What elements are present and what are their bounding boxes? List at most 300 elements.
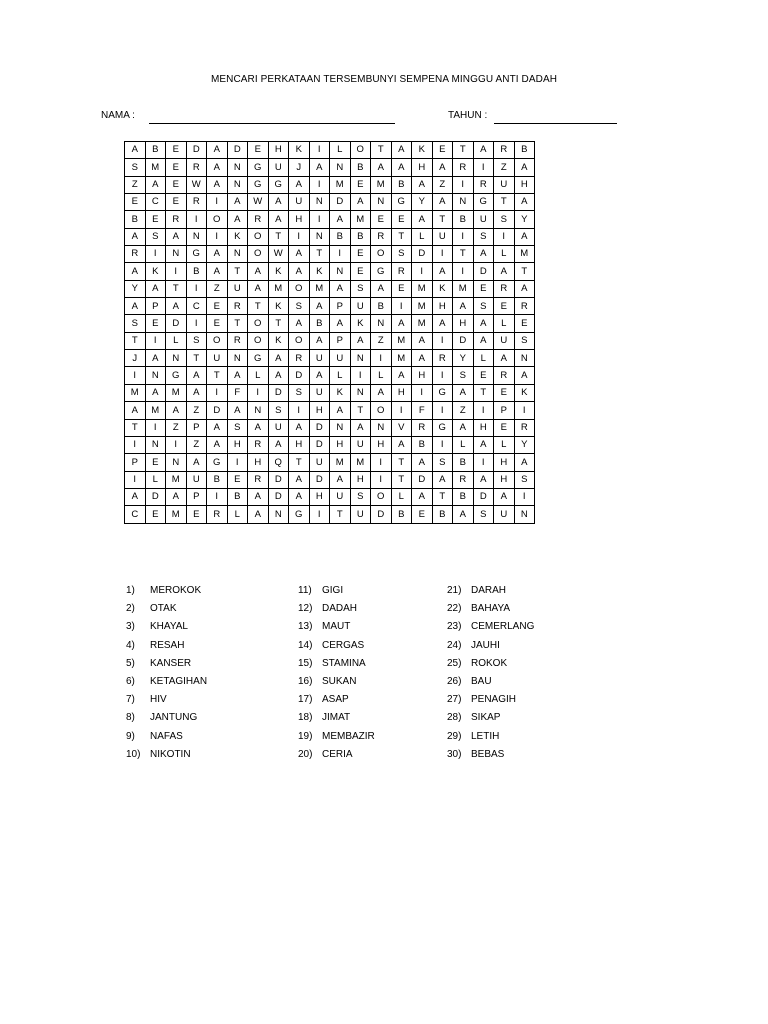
grid-cell: U: [350, 298, 371, 315]
grid-cell: K: [330, 384, 351, 401]
grid-row: [125, 228, 535, 245]
word-text: MEROKOK: [150, 585, 202, 596]
word-number: 16): [298, 675, 313, 687]
grid-cell: G: [248, 176, 269, 193]
grid-row: [125, 436, 535, 453]
grid-cell: A: [207, 176, 228, 193]
word-number: 21): [447, 585, 462, 596]
grid-cell: W: [186, 176, 207, 193]
grid-cell: L: [330, 142, 351, 159]
grid-cell: R: [227, 332, 248, 349]
grid-cell: A: [391, 315, 412, 332]
grid-cell: T: [227, 315, 248, 332]
grid-cell: B: [227, 488, 248, 505]
grid-cell: D: [309, 419, 330, 436]
grid-cell: I: [412, 263, 433, 280]
grid-cell: A: [268, 350, 289, 367]
grid-cell: R: [514, 298, 535, 315]
grid-cell: B: [412, 436, 433, 453]
grid-cell: K: [289, 142, 310, 159]
word-text: ROKOK: [471, 657, 508, 669]
grid-cell: R: [248, 211, 269, 228]
grid-cell: I: [514, 488, 535, 505]
grid-cell: P: [186, 488, 207, 505]
grid-cell: I: [494, 228, 515, 245]
grid-cell: K: [227, 228, 248, 245]
word-number: 29): [447, 730, 462, 742]
grid-cell: I: [166, 436, 187, 453]
word-number: 23): [447, 621, 462, 633]
grid-cell: I: [371, 454, 392, 471]
grid-cell: D: [309, 436, 330, 453]
grid-cell: D: [268, 488, 289, 505]
grid-cell: E: [371, 211, 392, 228]
grid-cell: H: [268, 142, 289, 159]
grid-cell: L: [412, 228, 433, 245]
grid-cell: M: [412, 280, 433, 297]
grid-cell: T: [391, 454, 412, 471]
grid-row: [125, 315, 535, 332]
grid-cell: I: [473, 402, 494, 419]
grid-row: [125, 471, 535, 488]
grid-cell: L: [391, 488, 412, 505]
grid-cell: S: [432, 454, 453, 471]
grid-cell: E: [248, 142, 269, 159]
grid-cell: I: [473, 454, 494, 471]
grid-cell: A: [412, 176, 433, 193]
grid-cell: U: [350, 506, 371, 523]
word-number: 25): [447, 657, 462, 669]
grid-cell: A: [289, 263, 310, 280]
grid-cell: A: [330, 471, 351, 488]
word-text: DARAH: [471, 585, 507, 596]
grid-cell: E: [207, 315, 228, 332]
grid-cell: A: [494, 350, 515, 367]
grid-cell: K: [412, 142, 433, 159]
grid-cell: A: [453, 506, 474, 523]
grid-cell: I: [145, 419, 166, 436]
grid-cell: H: [412, 159, 433, 176]
grid-cell: S: [453, 367, 474, 384]
grid-cell: M: [350, 211, 371, 228]
grid-cell: T: [350, 402, 371, 419]
grid-cell: A: [227, 211, 248, 228]
grid-cell: K: [145, 263, 166, 280]
grid-cell: T: [514, 263, 535, 280]
grid-cell: E: [207, 298, 228, 315]
grid-cell: Y: [453, 350, 474, 367]
grid-cell: D: [268, 384, 289, 401]
grid-cell: I: [514, 402, 535, 419]
word-number: 18): [298, 712, 313, 724]
grid-cell: A: [309, 367, 330, 384]
word-number: 26): [447, 675, 462, 687]
word-search-grid: [124, 141, 535, 524]
grid-cell: A: [227, 402, 248, 419]
grid-cell: T: [453, 246, 474, 263]
grid-cell: T: [289, 454, 310, 471]
grid-cell: N: [330, 419, 351, 436]
grid-cell: E: [494, 384, 515, 401]
grid-cell: D: [371, 506, 392, 523]
grid-cell: H: [371, 436, 392, 453]
grid-cell: K: [268, 332, 289, 349]
grid-cell: A: [432, 471, 453, 488]
grid-cell: S: [473, 506, 494, 523]
grid-cell: U: [309, 350, 330, 367]
grid-cell: A: [227, 194, 248, 211]
grid-cell: E: [166, 142, 187, 159]
grid-cell: M: [514, 246, 535, 263]
grid-cell: G: [248, 350, 269, 367]
grid-cell: M: [268, 280, 289, 297]
grid-cell: H: [330, 436, 351, 453]
grid-cell: A: [207, 436, 228, 453]
grid-cell: I: [453, 228, 474, 245]
word-number: 10): [126, 748, 141, 760]
grid-cell: M: [166, 471, 187, 488]
grid-cell: A: [453, 419, 474, 436]
grid-cell: N: [227, 176, 248, 193]
grid-row: [125, 402, 535, 419]
grid-cell: A: [207, 142, 228, 159]
grid-cell: I: [248, 384, 269, 401]
grid-cell: M: [330, 454, 351, 471]
grid-cell: B: [207, 471, 228, 488]
grid-cell: A: [514, 367, 535, 384]
grid-cell: I: [125, 367, 146, 384]
grid-cell: O: [207, 332, 228, 349]
grid-cell: A: [289, 176, 310, 193]
grid-cell: R: [248, 471, 269, 488]
word-number: 24): [447, 639, 462, 651]
grid-cell: O: [289, 332, 310, 349]
grid-cell: Q: [268, 454, 289, 471]
grid-cell: B: [391, 506, 412, 523]
grid-cell: P: [186, 419, 207, 436]
grid-cell: O: [248, 246, 269, 263]
grid-cell: N: [145, 436, 166, 453]
word-text: GIGI: [322, 585, 344, 596]
grid-cell: R: [166, 211, 187, 228]
word-number: 13): [298, 621, 313, 633]
grid-cell: A: [166, 228, 187, 245]
grid-cell: U: [289, 194, 310, 211]
grid-cell: D: [330, 194, 351, 211]
grid-cell: N: [248, 402, 269, 419]
grid-cell: A: [309, 159, 330, 176]
word-text: KANSER: [150, 657, 192, 669]
grid-cell: T: [371, 142, 392, 159]
grid-cell: I: [125, 471, 146, 488]
grid-cell: H: [494, 471, 515, 488]
grid-cell: H: [453, 315, 474, 332]
grid-row: [125, 176, 535, 193]
grid-cell: I: [207, 384, 228, 401]
grid-cell: S: [125, 159, 146, 176]
grid-cell: R: [248, 436, 269, 453]
grid-cell: A: [309, 298, 330, 315]
grid-cell: E: [391, 280, 412, 297]
grid-cell: I: [186, 211, 207, 228]
grid-cell: L: [166, 332, 187, 349]
grid-cell: O: [350, 142, 371, 159]
grid-cell: U: [227, 280, 248, 297]
grid-cell: N: [166, 350, 187, 367]
grid-cell: N: [514, 506, 535, 523]
grid-cell: R: [227, 298, 248, 315]
year-label: TAHUN :: [448, 110, 488, 121]
grid-cell: B: [514, 142, 535, 159]
word-number: 19): [298, 730, 313, 742]
grid-cell: U: [350, 436, 371, 453]
grid-cell: T: [268, 315, 289, 332]
grid-cell: N: [166, 246, 187, 263]
grid-cell: A: [453, 298, 474, 315]
grid-cell: A: [186, 454, 207, 471]
grid-row: [125, 246, 535, 263]
grid-cell: A: [268, 194, 289, 211]
name-label: NAMA :: [101, 110, 135, 121]
grid-cell: E: [514, 315, 535, 332]
grid-cell: I: [227, 454, 248, 471]
grid-cell: A: [248, 280, 269, 297]
grid-cell: G: [432, 384, 453, 401]
grid-cell: O: [371, 246, 392, 263]
grid-cell: I: [309, 142, 330, 159]
grid-cell: Z: [207, 280, 228, 297]
grid-cell: S: [289, 384, 310, 401]
grid-cell: S: [350, 488, 371, 505]
grid-cell: M: [412, 315, 433, 332]
grid-cell: M: [166, 506, 187, 523]
grid-cell: I: [145, 332, 166, 349]
grid-cell: M: [350, 454, 371, 471]
grid-cell: U: [494, 506, 515, 523]
grid-row: [125, 384, 535, 401]
grid-cell: A: [166, 298, 187, 315]
grid-cell: B: [432, 506, 453, 523]
grid-cell: U: [268, 419, 289, 436]
word-number: 2): [126, 603, 135, 615]
grid-cell: M: [330, 176, 351, 193]
word-number: 6): [126, 675, 135, 687]
grid-cell: E: [145, 315, 166, 332]
grid-cell: A: [125, 402, 146, 419]
grid-cell: A: [145, 280, 166, 297]
year-field[interactable]: [494, 123, 617, 124]
grid-cell: U: [309, 384, 330, 401]
grid-cell: D: [207, 402, 228, 419]
grid-cell: F: [227, 384, 248, 401]
grid-cell: I: [309, 211, 330, 228]
grid-cell: A: [330, 211, 351, 228]
grid-cell: Z: [453, 402, 474, 419]
grid-cell: A: [268, 211, 289, 228]
grid-cell: N: [186, 228, 207, 245]
grid-cell: N: [309, 194, 330, 211]
grid-cell: I: [371, 350, 392, 367]
grid-cell: A: [514, 194, 535, 211]
grid-cell: N: [227, 246, 248, 263]
grid-cell: H: [309, 402, 330, 419]
grid-cell: A: [248, 488, 269, 505]
grid-cell: I: [412, 384, 433, 401]
grid-cell: G: [432, 419, 453, 436]
grid-row: [125, 280, 535, 297]
grid-row: [125, 488, 535, 505]
grid-cell: N: [371, 315, 392, 332]
grid-cell: S: [514, 471, 535, 488]
grid-cell: T: [391, 471, 412, 488]
grid-cell: D: [227, 142, 248, 159]
grid-cell: A: [453, 384, 474, 401]
grid-cell: U: [309, 454, 330, 471]
grid-row: [125, 159, 535, 176]
word-number: 28): [447, 712, 462, 724]
grid-cell: I: [432, 436, 453, 453]
grid-cell: B: [453, 454, 474, 471]
grid-cell: E: [350, 246, 371, 263]
grid-cell: N: [350, 384, 371, 401]
grid-cell: B: [350, 159, 371, 176]
grid-cell: S: [473, 298, 494, 315]
word-number: 30): [447, 748, 462, 760]
grid-cell: Z: [186, 436, 207, 453]
grid-cell: E: [494, 419, 515, 436]
grid-cell: W: [248, 194, 269, 211]
grid-cell: A: [289, 315, 310, 332]
word-text: ASAP: [322, 694, 349, 706]
name-field[interactable]: [149, 123, 395, 124]
grid-cell: U: [494, 332, 515, 349]
grid-cell: A: [268, 436, 289, 453]
grid-cell: R: [473, 176, 494, 193]
grid-cell: A: [391, 436, 412, 453]
grid-cell: G: [268, 176, 289, 193]
grid-cell: I: [432, 402, 453, 419]
grid-cell: A: [473, 315, 494, 332]
word-number: 3): [126, 621, 135, 633]
grid-cell: M: [453, 280, 474, 297]
grid-cell: R: [207, 506, 228, 523]
grid-row: [125, 332, 535, 349]
grid-cell: Y: [514, 436, 535, 453]
grid-cell: U: [330, 488, 351, 505]
grid-row: [125, 506, 535, 523]
grid-cell: E: [186, 506, 207, 523]
grid-cell: B: [391, 176, 412, 193]
grid-row: [125, 350, 535, 367]
grid-cell: R: [289, 350, 310, 367]
grid-cell: I: [166, 263, 187, 280]
grid-cell: C: [186, 298, 207, 315]
word-text: JANTUNG: [150, 712, 198, 724]
grid-cell: A: [207, 246, 228, 263]
grid-cell: B: [350, 228, 371, 245]
grid-cell: A: [186, 384, 207, 401]
grid-cell: K: [268, 263, 289, 280]
grid-cell: A: [371, 280, 392, 297]
grid-cell: U: [330, 350, 351, 367]
grid-cell: G: [289, 506, 310, 523]
grid-cell: U: [473, 211, 494, 228]
grid-cell: A: [412, 211, 433, 228]
grid-cell: G: [391, 194, 412, 211]
grid-cell: A: [473, 332, 494, 349]
grid-cell: O: [371, 488, 392, 505]
grid-cell: S: [514, 332, 535, 349]
word-text: LETIH: [471, 730, 500, 742]
grid-cell: H: [494, 454, 515, 471]
grid-cell: Z: [186, 402, 207, 419]
grid-cell: A: [166, 402, 187, 419]
grid-cell: O: [289, 280, 310, 297]
grid-cell: N: [145, 367, 166, 384]
grid-cell: A: [289, 419, 310, 436]
grid-cell: E: [432, 142, 453, 159]
grid-cell: A: [207, 419, 228, 436]
grid-cell: B: [371, 298, 392, 315]
grid-cell: M: [125, 384, 146, 401]
word-number: 12): [298, 603, 313, 615]
grid-cell: A: [289, 471, 310, 488]
grid-cell: P: [494, 402, 515, 419]
grid-row: [125, 454, 535, 471]
grid-cell: L: [330, 367, 351, 384]
grid-cell: H: [227, 436, 248, 453]
grid-cell: A: [248, 506, 269, 523]
grid-cell: E: [473, 367, 494, 384]
grid-cell: U: [186, 471, 207, 488]
grid-cell: A: [473, 436, 494, 453]
word-text: BEBAS: [471, 748, 505, 760]
grid-cell: R: [186, 194, 207, 211]
grid-cell: A: [330, 402, 351, 419]
grid-cell: A: [473, 246, 494, 263]
grid-cell: N: [166, 454, 187, 471]
grid-cell: Y: [125, 280, 146, 297]
word-text: KETAGIHAN: [150, 675, 208, 687]
grid-cell: S: [125, 315, 146, 332]
grid-cell: L: [473, 350, 494, 367]
word-text: JIMAT: [322, 712, 351, 724]
grid-cell: I: [432, 332, 453, 349]
grid-cell: L: [453, 436, 474, 453]
grid-cell: M: [371, 176, 392, 193]
grid-cell: I: [432, 367, 453, 384]
grid-cell: E: [145, 506, 166, 523]
word-text: NIKOTIN: [150, 748, 191, 760]
word-number: 22): [447, 603, 462, 615]
grid-cell: O: [248, 315, 269, 332]
grid-row: [125, 211, 535, 228]
word-number: 27): [447, 694, 462, 706]
grid-cell: G: [248, 159, 269, 176]
grid-cell: A: [391, 367, 412, 384]
grid-cell: M: [309, 280, 330, 297]
grid-cell: Y: [514, 211, 535, 228]
grid-cell: A: [166, 488, 187, 505]
grid-cell: T: [125, 419, 146, 436]
grid-cell: H: [412, 367, 433, 384]
grid-cell: A: [207, 263, 228, 280]
grid-cell: J: [125, 350, 146, 367]
grid-cell: O: [248, 228, 269, 245]
grid-cell: I: [125, 436, 146, 453]
grid-cell: I: [145, 246, 166, 263]
grid-cell: I: [207, 488, 228, 505]
